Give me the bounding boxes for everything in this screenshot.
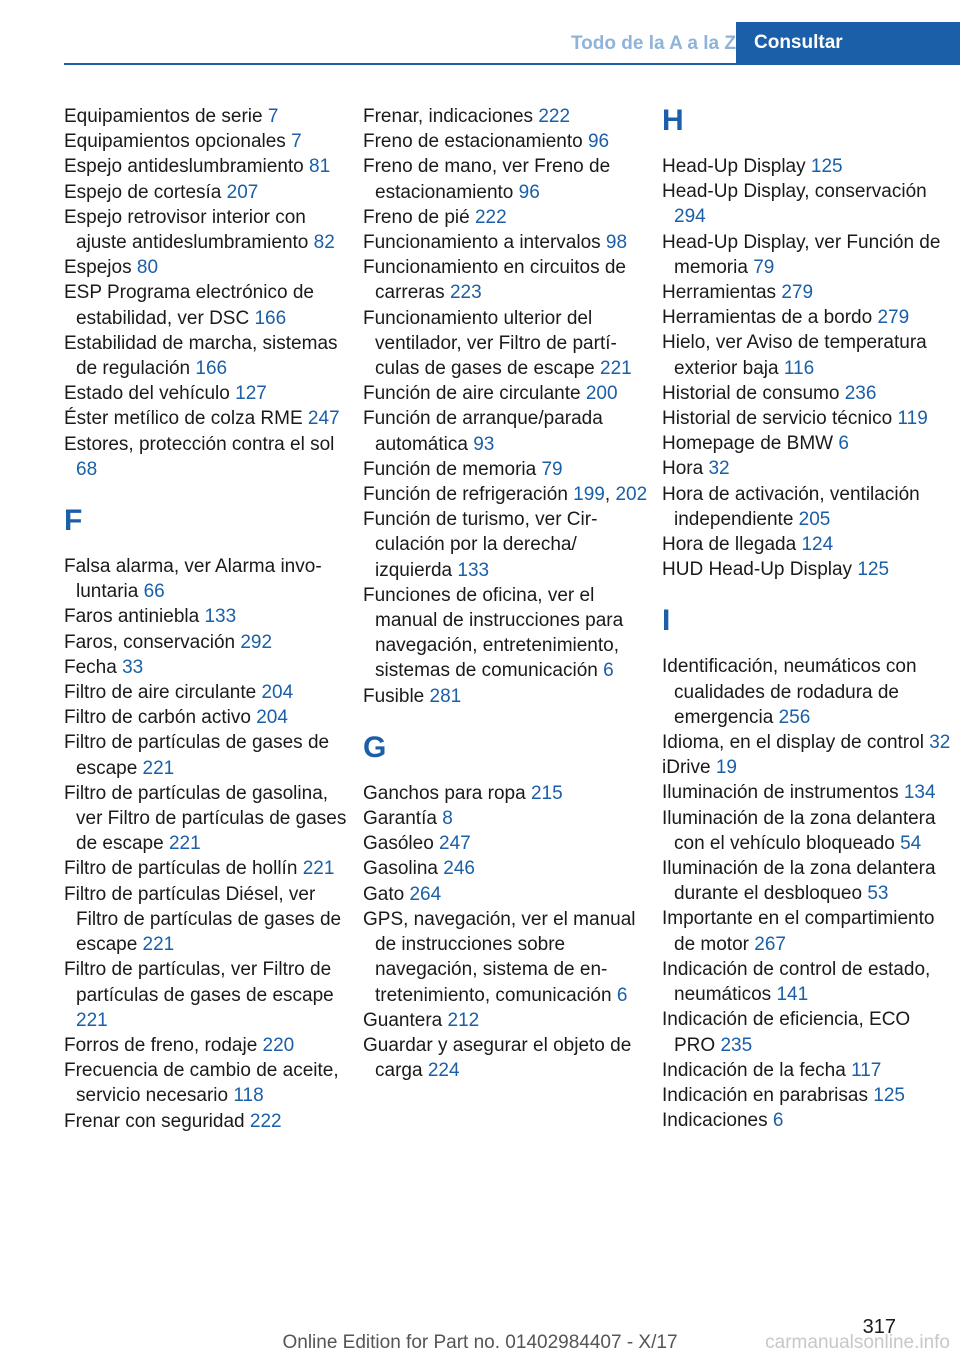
index-entry-term: Espejos — [64, 257, 137, 279]
index-entry — [64, 255, 354, 280]
index-entry — [363, 856, 653, 881]
index-entry — [363, 129, 653, 154]
index-entry — [662, 179, 952, 229]
index-entry — [64, 680, 354, 705]
index-letter-heading: F — [64, 504, 83, 538]
index-entry — [363, 507, 653, 583]
index-column-3 — [662, 104, 952, 1133]
index-page-link[interactable]: 54 — [900, 832, 922, 854]
index-entry-term: Función de refrigeración — [363, 484, 574, 506]
index-entry-term: Frenar, indicaciones — [363, 106, 539, 127]
index-page-link[interactable]: 256 — [778, 706, 811, 728]
index-entry — [64, 280, 354, 330]
index-entry — [363, 205, 653, 230]
index-entry-term: Freno de estacionamiento — [363, 131, 588, 153]
index-entry-term: GPS, navegación, ver el manual de instrucciones sobre navegación, sistema de entretenimiento, comunicación — [363, 908, 636, 1006]
index-entry — [363, 781, 653, 806]
index-entry — [662, 406, 952, 431]
index-entry-term: Historial de servicio técnico — [662, 408, 898, 430]
index-page-link[interactable]: 127 — [235, 383, 267, 405]
index-entry-term: Freno de pié — [363, 206, 475, 228]
index-entry — [363, 1008, 653, 1033]
index-page-link[interactable]: 199 — [573, 484, 605, 506]
index-page-link[interactable]: 93 — [473, 433, 495, 455]
index-page-link[interactable]: 221 — [168, 833, 201, 855]
index-entry-term: Estores, protección contra el sol — [64, 433, 335, 455]
index-page-link[interactable]: 116 — [783, 357, 815, 379]
index-entry — [662, 957, 952, 1007]
index-page-link[interactable]: 221 — [142, 934, 175, 956]
index-entry — [363, 806, 653, 831]
index-page-link[interactable]: 6 — [616, 984, 628, 1006]
index-page-link[interactable]: 8 — [442, 808, 453, 830]
index-entry — [662, 305, 952, 330]
index-entry — [662, 381, 952, 406]
index-entry-term: Indicación de control de estado, neumáticos — [662, 958, 931, 1006]
index-entry-term: Identificación, neumáticos con cualidades de rodadura de emergencia — [662, 656, 917, 728]
index-letter-heading: I — [662, 604, 671, 638]
index-entry-term: Éster metílico de colza RME — [64, 408, 308, 430]
index-entry — [363, 457, 653, 482]
index-entry-term: Hora — [662, 458, 709, 480]
index-entry-term: Hora de activación, ventilación independiente — [662, 483, 920, 530]
index-entry — [662, 780, 952, 805]
index-entry — [64, 781, 354, 857]
index-page-link[interactable]: 224 — [427, 1060, 460, 1082]
index-entry — [662, 654, 952, 730]
index-entry-term: Filtro de partículas de gases de escape — [64, 732, 330, 779]
index-entry-term: Fusible — [363, 685, 430, 707]
index-entry-term: Filtro de carbón activo — [64, 707, 257, 729]
index-entry — [363, 154, 653, 204]
index-entry-term: Función de aire circulante — [363, 383, 586, 405]
index-page-link[interactable]: 79 — [753, 256, 775, 278]
index-entry — [662, 856, 952, 906]
index-entry-term: HUD Head-Up Display — [662, 559, 858, 581]
index-entry-term: Fecha — [64, 656, 123, 678]
index-entry-term: iDrive — [662, 757, 716, 779]
index-page-link[interactable]: 19 — [715, 757, 737, 779]
index-entry-term: Faros, conservación — [64, 631, 241, 653]
index-entry-term: Head-Up Display, ver Función de memoria — [662, 231, 941, 278]
index-page-link[interactable]: 222 — [249, 1110, 282, 1132]
index-entry-term: Freno de mano, ver Freno de estacionamiento — [363, 156, 611, 203]
index-entry-term: Función de turismo, ver Circulación por la derecha/​izquierda — [363, 509, 598, 581]
index-entry-term: Hora de llegada — [662, 534, 802, 556]
index-page-link[interactable]: 205 — [798, 508, 831, 530]
index-entry-term: Estado del vehículo — [64, 383, 236, 405]
index-entry — [662, 1058, 952, 1083]
index-page-link[interactable]: 207 — [226, 181, 259, 203]
index-entry — [64, 154, 354, 179]
index-page-link[interactable]: 236 — [844, 382, 877, 404]
index-entry — [363, 230, 653, 255]
index-entry — [363, 482, 653, 507]
header-section-title: Todo de la A a la Z — [570, 33, 736, 54]
index-entry-term: Equipamientos de serie — [64, 106, 268, 127]
page-number: 317 — [862, 1316, 896, 1338]
index-page-link[interactable]: 279 — [781, 282, 814, 304]
index-entry-term: Homepage de BMW — [662, 433, 839, 455]
index-entry-term: Indicaciones — [662, 1110, 773, 1132]
index-entry-term: Indicación de eficiencia, ECO PRO — [662, 1009, 911, 1056]
index-entry-term: Faros antiniebla — [64, 606, 205, 628]
index-page-link[interactable]: 221 — [600, 358, 632, 380]
index-entry-term: Funcionamiento ulterior del ventilador, ver Filtro de partículas de gases de escape — [363, 307, 617, 380]
index-page-link[interactable]: 166 — [254, 307, 287, 329]
index-entry — [662, 330, 952, 380]
index-page-link[interactable]: 7 — [267, 106, 279, 127]
index-page-link[interactable]: 53 — [867, 883, 889, 905]
header-tab-consultar[interactable]: Consultar — [736, 22, 960, 64]
index-column-1 — [64, 104, 354, 1134]
index-entry — [363, 907, 653, 1008]
index-page-link[interactable]: 247 — [439, 833, 471, 855]
index-page-link[interactable]: 32 — [708, 458, 730, 480]
index-entry — [64, 406, 354, 431]
index-entry-term: Guardar y asegurar el objeto de carga — [363, 1034, 632, 1082]
index-entry — [64, 630, 354, 655]
index-page-link[interactable]: 292 — [240, 631, 273, 653]
index-entry — [64, 1109, 354, 1134]
index-entry-term: Head-Up Display — [662, 156, 811, 177]
index-entry-term: Espejo de cortesía — [64, 181, 227, 203]
index-entry — [363, 381, 653, 406]
footer-edition: Online Edition for Part no. 01402984407 - X/17 — [282, 1332, 678, 1353]
index-page-link[interactable]: 125 — [810, 156, 843, 177]
index-page-link[interactable]: 204 — [261, 682, 294, 704]
index-page-link[interactable]: 215 — [530, 782, 563, 804]
index-entry — [363, 255, 653, 305]
index-entry-term: Funcionamiento en circuitos de carreras — [363, 257, 626, 304]
index-entry-term: Frecuencia de cambio de aceite, servicio necesario — [64, 1060, 339, 1107]
index-page-link[interactable]: 246 — [443, 858, 475, 880]
index-entry-term: Garantía — [363, 808, 443, 830]
index-page-link[interactable]: 141 — [776, 984, 809, 1006]
index-entry-term: ESP Programa electrónico de estabilidad, ver DSC — [64, 282, 314, 329]
index-entry — [64, 331, 354, 381]
index-entry — [64, 104, 354, 129]
index-entry — [64, 957, 354, 1033]
index-entry-term: Importante en el compartimiento de motor — [662, 908, 935, 955]
index-page-link[interactable]: 264 — [409, 883, 442, 905]
index-entry — [662, 906, 952, 956]
index-page-link[interactable]: 222 — [474, 206, 507, 228]
index-entry — [64, 705, 354, 730]
index-page-link[interactable]: 6 — [603, 660, 614, 682]
index-page-link[interactable]: 221 — [142, 757, 175, 779]
index-page-link[interactable]: 6 — [772, 1110, 784, 1132]
index-entry — [363, 406, 653, 456]
index-page-link[interactable]: 279 — [877, 307, 910, 329]
index-page-link[interactable]: 6 — [838, 433, 849, 455]
index-entry-term: Equipamientos opcionales — [64, 131, 292, 153]
index-entry — [64, 180, 354, 205]
index-page-link[interactable]: 80 — [136, 257, 159, 279]
index-page-link[interactable]: 133 — [457, 559, 490, 581]
index-entry — [363, 104, 653, 129]
index-page-link[interactable]: 133 — [204, 606, 237, 628]
index-page-link[interactable]: 66 — [143, 581, 165, 603]
index-page-link[interactable]: 202 — [615, 484, 648, 506]
index-page-link[interactable]: 212 — [447, 1009, 480, 1031]
index-entry — [662, 1108, 952, 1133]
index-page-link[interactable]: 267 — [754, 933, 786, 955]
index-entry — [662, 431, 952, 456]
index-page-link[interactable]: 204 — [256, 707, 288, 729]
watermark: carmanualsonline.info — [765, 1332, 950, 1353]
index-page-link[interactable]: 68 — [76, 458, 98, 480]
index-entry — [662, 532, 952, 557]
index-letter-heading: G — [363, 730, 387, 764]
index-entry-term: Gato — [363, 883, 410, 905]
index-page-link[interactable]: 82 — [313, 232, 335, 254]
index-entry-term: Idioma, en el display de control — [662, 732, 930, 754]
index-page-link[interactable]: 166 — [195, 358, 228, 380]
index-entry — [662, 730, 952, 755]
index-entry-term: Herramientas — [662, 282, 782, 304]
index-entry-term: Filtro de aire circulante — [64, 682, 262, 704]
index-page-link[interactable]: 7 — [291, 131, 302, 153]
index-entry-term: Historial de consumo — [662, 382, 845, 404]
index-page-link[interactable]: 235 — [720, 1034, 753, 1056]
index-entry-term: Frenar con seguridad — [64, 1110, 250, 1132]
index-page-link[interactable]: 247 — [307, 408, 340, 430]
index-entry-term: Head-Up Display, conservación — [662, 181, 927, 203]
index-entry-term: Estabilidad de marcha, sistemas de regulación — [64, 332, 338, 380]
index-entry-term: Funcionamiento a intervalos — [363, 232, 606, 254]
index-page-link[interactable]: 124 — [801, 534, 834, 556]
index-entry-term: Ganchos para ropa — [363, 782, 531, 804]
index-entry — [64, 1058, 354, 1108]
index-entry — [363, 882, 653, 907]
index-entry-term: Gasóleo — [363, 833, 440, 855]
index-entry — [363, 1033, 653, 1083]
index-entry-separator: , — [604, 484, 616, 506]
index-entry — [64, 856, 354, 881]
index-entry — [662, 456, 952, 481]
index-entry-term: Gasolina — [363, 858, 444, 880]
index-entry-term: Espejo retrovisor interior con ajuste antideslumbramiento — [64, 206, 314, 254]
index-entry-term: Funciones de oficina, ver el manual de instrucciones para navegación, entretenimiento, sistemas de comunicación — [363, 584, 624, 682]
index-entry-term: Forros de freno, rodaje — [64, 1034, 263, 1056]
index-entry — [64, 655, 354, 680]
index-page-link[interactable]: 200 — [585, 383, 618, 405]
index-page-link[interactable]: 281 — [429, 685, 462, 707]
index-entry — [662, 154, 952, 179]
index-page-link[interactable]: 222 — [538, 106, 571, 127]
index-entry-term: Función de arranque/parada automática — [363, 408, 603, 455]
index-entry — [64, 604, 354, 629]
index-page-link[interactable]: 117 — [851, 1059, 882, 1081]
index-entry — [662, 280, 952, 305]
index-page-link[interactable]: 96 — [518, 181, 540, 203]
index-entry-term: Función de memoria — [363, 458, 542, 480]
index-entry — [64, 1033, 354, 1058]
index-page-link[interactable]: 118 — [233, 1085, 264, 1107]
index-page-link[interactable]: 119 — [897, 408, 928, 430]
index-page-link[interactable]: 220 — [262, 1034, 295, 1056]
index-entry-term: Filtro de partículas, ver Filtro de partículas de gases de escape — [64, 959, 334, 1006]
index-entry-term: Iluminación de la zona delantera con el vehículo bloqueado — [662, 807, 936, 854]
index-entry-term: Indicación en parabrisas — [662, 1084, 874, 1106]
index-entry — [363, 831, 653, 856]
index-entry — [363, 684, 653, 709]
index-entry-term: Iluminación de instrumentos — [662, 782, 904, 804]
index-page-link[interactable]: 125 — [857, 559, 890, 581]
index-entry-term: Filtro de partículas de gasolina, ver Filtro de partículas de gases de escape — [64, 782, 347, 855]
index-entry — [64, 554, 354, 604]
index-page-link[interactable]: 294 — [674, 206, 706, 228]
index-page-link[interactable]: 223 — [449, 282, 482, 304]
index-entry — [64, 205, 354, 255]
index-entry — [662, 557, 952, 582]
index-page-link[interactable]: 125 — [873, 1084, 905, 1106]
index-page-link[interactable]: 221 — [302, 858, 335, 880]
index-entry — [662, 755, 952, 780]
index-page-link[interactable]: 81 — [309, 156, 331, 178]
index-entry-term: Filtro de partículas Diésel, ver Filtro de partículas de gases de escape — [64, 883, 342, 956]
index-entry-term: Indicación de la fecha — [662, 1059, 852, 1081]
index-entry — [64, 129, 354, 154]
index-entry — [662, 482, 952, 532]
index-entry-term: Guantera — [363, 1009, 448, 1031]
index-entry-term: Iluminación de la zona delantera durante el desbloqueo — [662, 858, 936, 905]
index-entry — [64, 381, 354, 406]
index-entry — [64, 730, 354, 780]
index-page-link[interactable]: 98 — [605, 232, 628, 254]
index-column-2 — [363, 104, 653, 1083]
index-page-link[interactable]: 221 — [76, 1009, 108, 1031]
index-entry — [363, 583, 653, 684]
index-page-link[interactable]: 79 — [541, 458, 563, 480]
index-entry-term: Filtro de partículas de hollín — [64, 858, 303, 880]
index-entry-term: Herramientas de a bordo — [662, 307, 878, 329]
index-entry-term: Falsa alarma, ver Alarma involuntaria — [64, 556, 322, 603]
index-page-link[interactable]: 33 — [122, 656, 144, 678]
index-entry — [64, 432, 354, 482]
index-entry-term: Espejo antideslumbramiento — [64, 156, 310, 178]
index-entry — [662, 1007, 952, 1057]
index-entry — [363, 306, 653, 382]
index-entry — [662, 1083, 952, 1108]
index-page-link[interactable]: 134 — [903, 782, 936, 804]
index-page-link[interactable]: 96 — [587, 131, 610, 153]
index-entry-term: Hielo, ver Aviso de temperatura exterior baja — [662, 332, 927, 379]
index-entry — [662, 806, 952, 856]
index-entry — [64, 882, 354, 958]
index-entry — [662, 230, 952, 280]
index-letter-heading: H — [662, 104, 684, 137]
index-page-link[interactable]: 32 — [929, 732, 951, 754]
